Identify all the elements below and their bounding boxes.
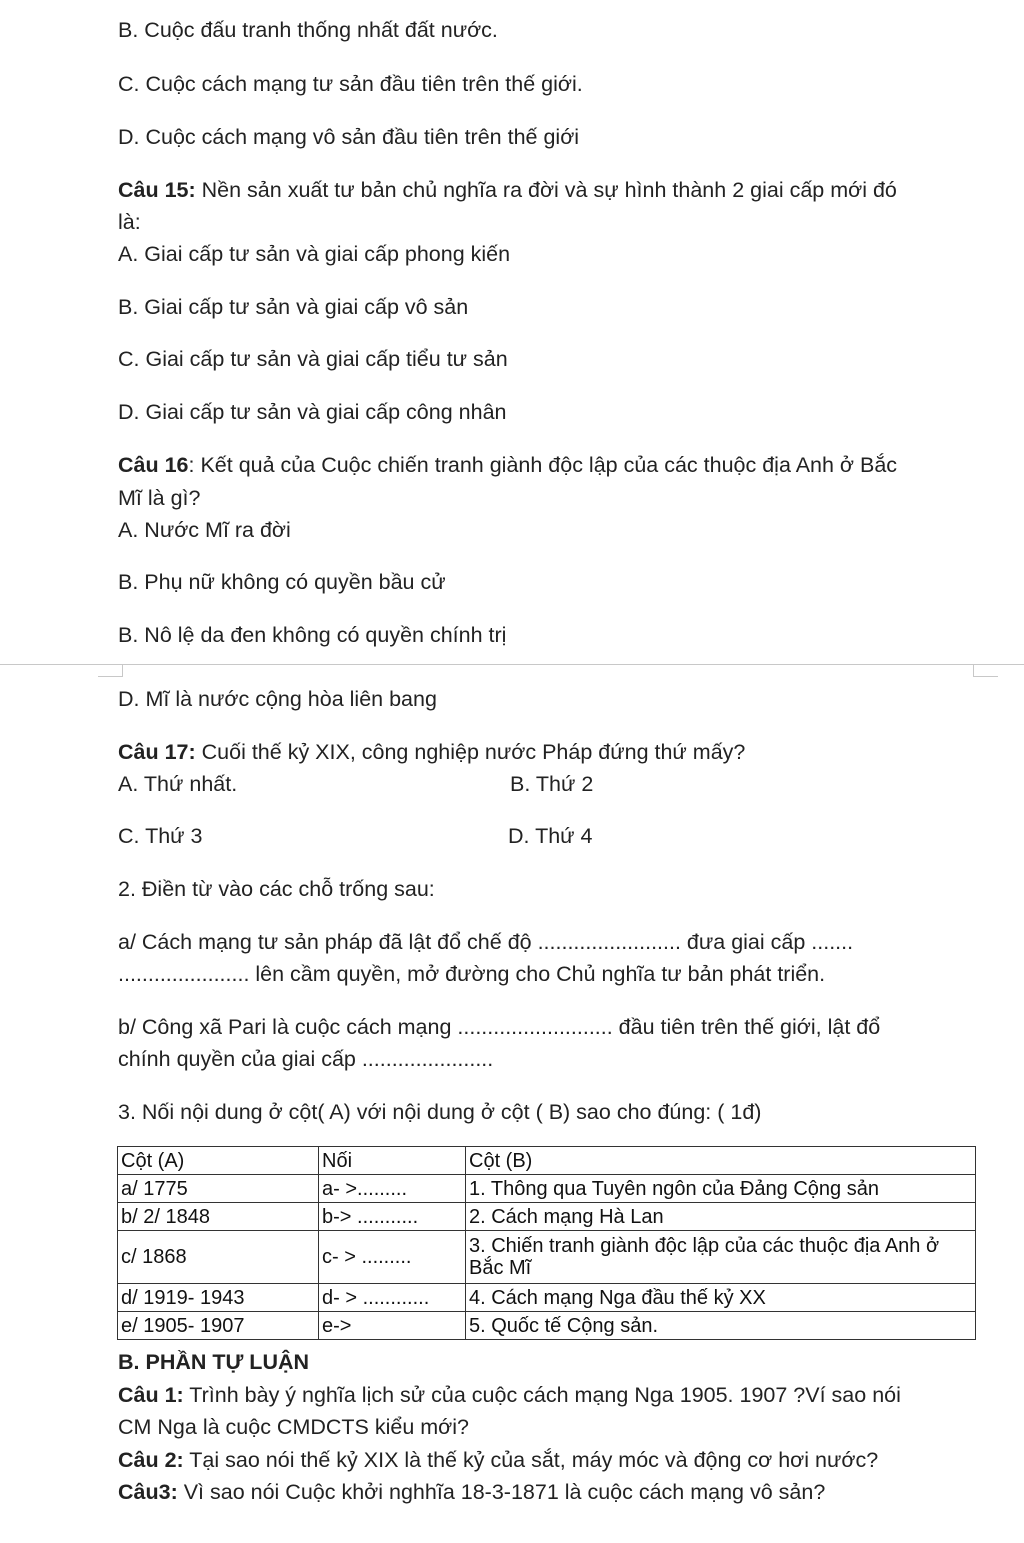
cell-connect: d- > ............ — [319, 1284, 466, 1312]
q15-question-cont: là: — [118, 210, 141, 234]
q17-question — [118, 738, 745, 766]
q16-question-cont: Mĩ là gì? — [118, 486, 201, 510]
q17-option-c: C. Thứ 3 — [118, 824, 203, 848]
essay-q1-label: Câu 1: — [118, 1383, 184, 1407]
q17-text: Cuối thế kỷ XIX, công nghiệp nước Pháp đứng thứ mấy? — [195, 740, 746, 764]
essay-q2 — [118, 1446, 878, 1474]
essay-q3-label: Câu3: — [118, 1480, 178, 1504]
q15-question — [118, 176, 897, 204]
cell-b: 2. Cách mạng Hà Lan — [466, 1203, 976, 1231]
essay-q2-text: Tại sao nói thế kỷ XIX là thế kỷ của sắt, máy móc và động cơ hơi nước? — [183, 1448, 879, 1472]
q16-label: Câu 16 — [118, 453, 189, 477]
page-corner-right — [973, 664, 998, 677]
table-row — [118, 1312, 976, 1340]
essay-q1 — [118, 1381, 901, 1409]
header-col-a: Cột (A) — [118, 1147, 319, 1175]
table-row — [118, 1284, 976, 1312]
q16-option-b2: B. Nô lệ da đen không có quyền chính trị — [118, 623, 507, 647]
q14-option-c: C. Cuộc cách mạng tư sản đầu tiên trên thế giới. — [118, 72, 583, 96]
q17-label: Câu 17: — [118, 740, 196, 764]
fill-a-line2: ...................... lên cầm quyền, mở đường cho Chủ nghĩa tư bản phát triển. — [118, 962, 826, 986]
q16-option-b: B. Phụ nữ không có quyền bầu cử — [118, 570, 446, 594]
fill-b-line2: chính quyền của giai cấp ...................... — [118, 1047, 494, 1071]
fill-b-line1: b/ Công xã Pari là cuộc cách mạng .......................... đầu tiên trên thế giới, lật đổ — [118, 1015, 881, 1039]
essay-q1-text: Trình bày ý nghĩa lịch sử của cuộc cách mạng Nga 1905. 1907 ?Ví sao nói — [183, 1383, 901, 1407]
page-corner-left — [98, 664, 123, 677]
q17-option-a: A. Thứ nhất. — [118, 772, 238, 796]
q15-text: Nền sản xuất tư bản chủ nghĩa ra đời và sự hình thành 2 giai cấp mới đó — [195, 178, 897, 202]
cell-b: 5. Quốc tế Cộng sản. — [466, 1312, 976, 1340]
page-break — [0, 664, 1024, 665]
fill-a-line1: a/ Cách mạng tư sản pháp đã lật đổ chế độ ........................ đưa giai cấp ....... — [118, 930, 854, 954]
essay-q1-cont: CM Nga là cuộc CMDCTS kiểu mới? — [118, 1415, 470, 1439]
matching-table — [117, 1146, 976, 1340]
q17-option-d: D. Thứ 4 — [508, 824, 593, 848]
cell-connect: c- > ......... — [319, 1231, 466, 1284]
q16-text: : Kết quả của Cuộc chiến tranh giành độc lập của các thuộc địa Anh ở Bắc — [188, 453, 898, 477]
q15-option-a: A. Giai cấp tư sản và giai cấp phong kiến — [118, 242, 511, 266]
cell-b: 3. Chiến tranh giành độc lập của các thuộc địa Anh ở Bắc Mĩ — [466, 1231, 976, 1284]
cell-connect: a- >......... — [319, 1175, 466, 1203]
cell-a: d/ 1919- 1943 — [118, 1284, 319, 1312]
fill-heading: 2. Điền từ vào các chỗ trống sau: — [118, 877, 435, 901]
essay-heading: B. PHẦN TỰ LUẬN — [118, 1350, 310, 1374]
cell-a: c/ 1868 — [118, 1231, 319, 1284]
essay-q2-label: Câu 2: — [118, 1448, 184, 1472]
table-row — [118, 1203, 976, 1231]
cell-b: 1. Thông qua Tuyên ngôn của Đảng Cộng sản — [466, 1175, 976, 1203]
cell-connect: b-> ........... — [319, 1203, 466, 1231]
cell-b: 4. Cách mạng Nga đầu thế kỷ XX — [466, 1284, 976, 1312]
match-heading: 3. Nối nội dung ở cột( A) với nội dung ở cột ( B) sao cho đúng: ( 1đ) — [118, 1100, 762, 1124]
q15-option-c: C. Giai cấp tư sản và giai cấp tiểu tư sản — [118, 347, 508, 371]
q17-option-b: B. Thứ 2 — [510, 772, 594, 796]
table-row — [118, 1175, 976, 1203]
q16-option-a: A. Nước Mĩ ra đời — [118, 518, 291, 542]
header-col-b: Cột (B) — [466, 1147, 976, 1175]
table-row — [118, 1231, 976, 1284]
essay-q3-text: Vì sao nói Cuộc khởi nghhĩa 18-3-1871 là cuộc cách mạng vô sản? — [177, 1480, 826, 1504]
q14-option-d: D. Cuộc cách mạng vô sản đầu tiên trên thế giới — [118, 125, 580, 149]
cell-a: b/ 2/ 1848 — [118, 1203, 319, 1231]
q15-label: Câu 15: — [118, 178, 196, 202]
q15-option-b: B. Giai cấp tư sản và giai cấp vô sản — [118, 295, 469, 319]
cell-a: a/ 1775 — [118, 1175, 319, 1203]
cell-connect: e-> — [319, 1312, 466, 1340]
q16-question — [118, 451, 897, 479]
cell-a: e/ 1905- 1907 — [118, 1312, 319, 1340]
q16-option-d: D. Mĩ là nước cộng hòa liên bang — [118, 687, 437, 711]
q15-option-d: D. Giai cấp tư sản và giai cấp công nhân — [118, 400, 507, 424]
table-header-row — [118, 1147, 976, 1175]
header-col-connect: Nối — [319, 1147, 466, 1175]
essay-q3 — [118, 1478, 825, 1506]
q14-option-b: B. Cuộc đấu tranh thống nhất đất nước. — [118, 18, 498, 42]
